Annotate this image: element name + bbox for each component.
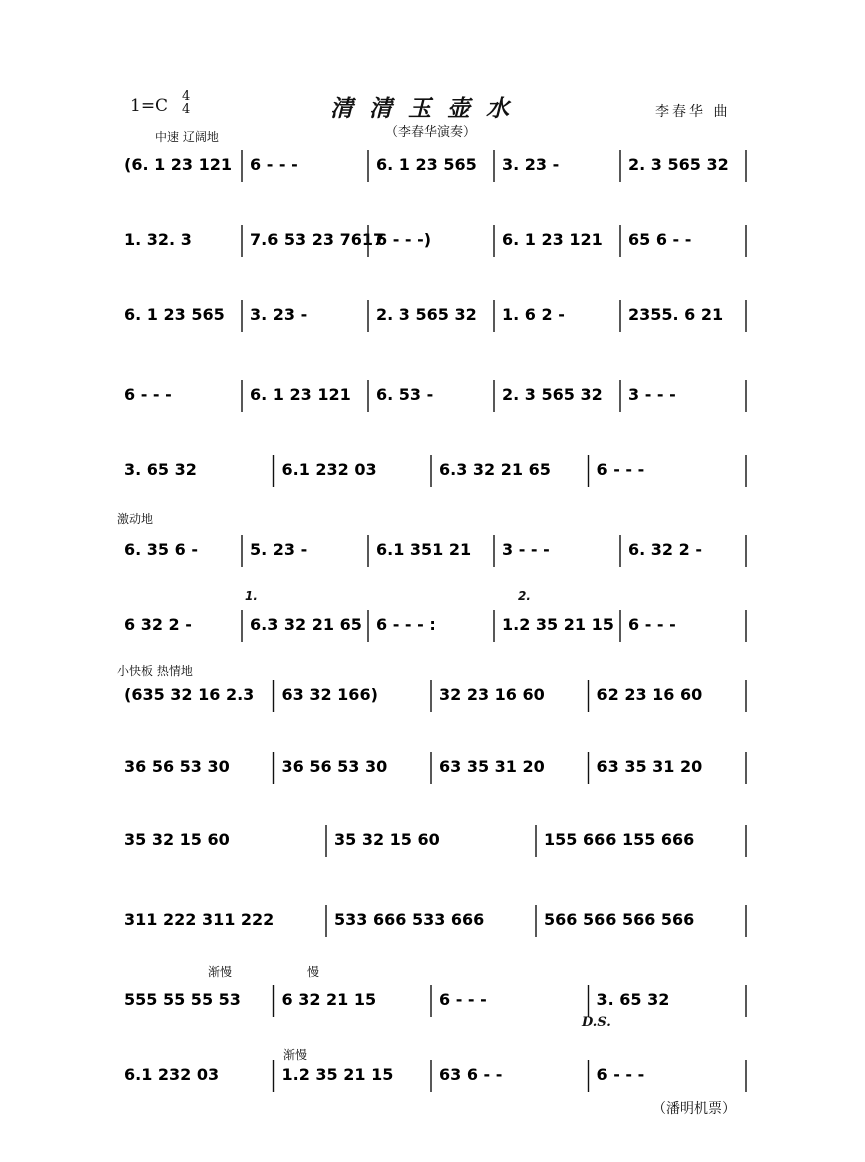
notation-line xyxy=(112,525,752,581)
measure: 6 - - - : xyxy=(376,615,436,634)
measure: 63 6 - - xyxy=(439,1065,503,1084)
fast-marking: 小快板 热情地 xyxy=(117,664,193,678)
measure: 533 666 533 666 xyxy=(334,910,485,929)
notation-line xyxy=(112,140,752,196)
notation-line-svg xyxy=(112,895,752,951)
notation-line xyxy=(112,290,752,346)
measure: 311 222 311 222 xyxy=(124,910,275,929)
slow-marking: 慢 xyxy=(307,965,320,979)
gradual-slow-marking-2: 渐慢 xyxy=(283,1048,308,1062)
measure: 63 35 31 20 xyxy=(596,757,703,776)
dal-segno-mark: D.S. xyxy=(582,1015,611,1030)
measure: 6 - - -) xyxy=(376,230,432,249)
measure: 6. 1 23 565 xyxy=(376,155,477,174)
measure: (6. 1 23 121 xyxy=(124,155,233,174)
measure: 5. 23 - xyxy=(250,540,308,559)
measure: 6. 32 2 - xyxy=(628,540,702,559)
measure: 6. 1 23 121 xyxy=(250,385,351,404)
measure: 1.2 35 21 15 xyxy=(281,1065,394,1084)
first-ending-mark: 1. xyxy=(245,589,258,603)
measure: 63 32 166) xyxy=(281,685,378,704)
tempo-marking: 中速 辽阔地 xyxy=(155,130,219,144)
measure: 6.3 32 21 65 xyxy=(439,460,551,479)
meter-top: 4 xyxy=(182,89,191,104)
measure: 36 56 53 30 xyxy=(281,757,388,776)
measure: 2355. 6 21 xyxy=(628,305,724,324)
notation-line xyxy=(112,370,752,426)
measure: 62 23 16 60 xyxy=(596,685,703,704)
notation-line-svg xyxy=(112,290,752,346)
measure: 6.1 351 21 xyxy=(376,540,472,559)
measure: 6 - - - xyxy=(124,385,172,404)
measure: 1.2 35 21 15 xyxy=(502,615,614,634)
song-title: 清清玉壶水 xyxy=(330,95,525,122)
measure: 6. 53 - xyxy=(376,385,434,404)
measure: 6. 1 23 121 xyxy=(502,230,603,249)
notation-line-svg xyxy=(112,600,752,656)
notation-line xyxy=(112,670,752,726)
excited-marking: 激动地 xyxy=(117,512,154,526)
measure: 6.3 32 21 65 xyxy=(250,615,362,634)
measure: 36 56 53 30 xyxy=(124,757,230,776)
measure: 6. 1 23 565 xyxy=(124,305,225,324)
measure: 6.1 232 03 xyxy=(124,1065,220,1084)
measure: 555 55 55 53 xyxy=(124,990,241,1009)
measure: 1. 6 2 - xyxy=(502,305,565,324)
measure: 1. 32. 3 xyxy=(124,230,192,249)
notation-line xyxy=(112,445,752,501)
time-signature xyxy=(182,90,190,116)
measure: 2. 3 565 32 xyxy=(502,385,603,404)
notation-line xyxy=(112,742,752,798)
notation-line-svg xyxy=(112,525,752,581)
measure: 3 - - - xyxy=(628,385,676,404)
notation-line-svg xyxy=(112,140,752,196)
measure: 155 666 155 666 xyxy=(544,830,695,849)
composer-credit: 李春华 曲 xyxy=(655,104,731,120)
notation-line-svg xyxy=(112,815,752,871)
measure: 6. 35 6 - xyxy=(124,540,198,559)
measure: 6.1 232 03 xyxy=(281,460,377,479)
measure: 6 32 2 - xyxy=(124,615,192,634)
footer-credit: （潘明机票） xyxy=(652,1101,736,1117)
measure: 35 32 15 60 xyxy=(334,830,440,849)
measure: 2. 3 565 32 xyxy=(628,155,729,174)
measure: 3. 23 - xyxy=(250,305,308,324)
measure: 3. 65 32 xyxy=(124,460,197,479)
measure: 6 - - - xyxy=(596,1065,645,1084)
measure: 6 - - - xyxy=(250,155,298,174)
notation-line xyxy=(112,215,752,271)
measure: 32 23 16 60 xyxy=(439,685,545,704)
notation-line-svg xyxy=(112,975,752,1031)
notation-line xyxy=(112,975,752,1031)
notation-line-svg xyxy=(112,215,752,271)
notation-line xyxy=(112,600,752,656)
measure: 2. 3 565 32 xyxy=(376,305,477,324)
measure: 65 6 - - xyxy=(628,230,692,249)
measure: 6 - - - xyxy=(439,990,487,1009)
measure: 3. 23 - xyxy=(502,155,560,174)
second-ending-mark: 2. xyxy=(518,589,531,603)
measure: 3. 65 32 xyxy=(596,990,670,1009)
notation-line xyxy=(112,815,752,871)
measure: 63 35 31 20 xyxy=(439,757,545,776)
meter-bottom: 4 xyxy=(182,102,191,117)
measure: 35 32 15 60 xyxy=(124,830,230,849)
measure: (635 32 16 2.3 xyxy=(124,685,255,704)
measure: 566 566 566 566 xyxy=(544,910,695,929)
notation-line-svg xyxy=(112,445,752,501)
notation-line-svg xyxy=(112,670,752,726)
measure: 7.6 53 23 7617 xyxy=(250,230,385,249)
notation-line-svg xyxy=(112,742,752,798)
measure: 6 - - - xyxy=(628,615,676,634)
measure: 6 32 21 15 xyxy=(281,990,377,1009)
performer-note: （李春华演奏） xyxy=(385,125,477,140)
key-signature: 1=C xyxy=(130,96,169,116)
notation-line-svg xyxy=(112,370,752,426)
measure: 3 - - - xyxy=(502,540,550,559)
measure: 6 - - - xyxy=(596,460,645,479)
notation-line xyxy=(112,895,752,951)
gradual-slow-marking-1: 渐慢 xyxy=(208,965,233,979)
